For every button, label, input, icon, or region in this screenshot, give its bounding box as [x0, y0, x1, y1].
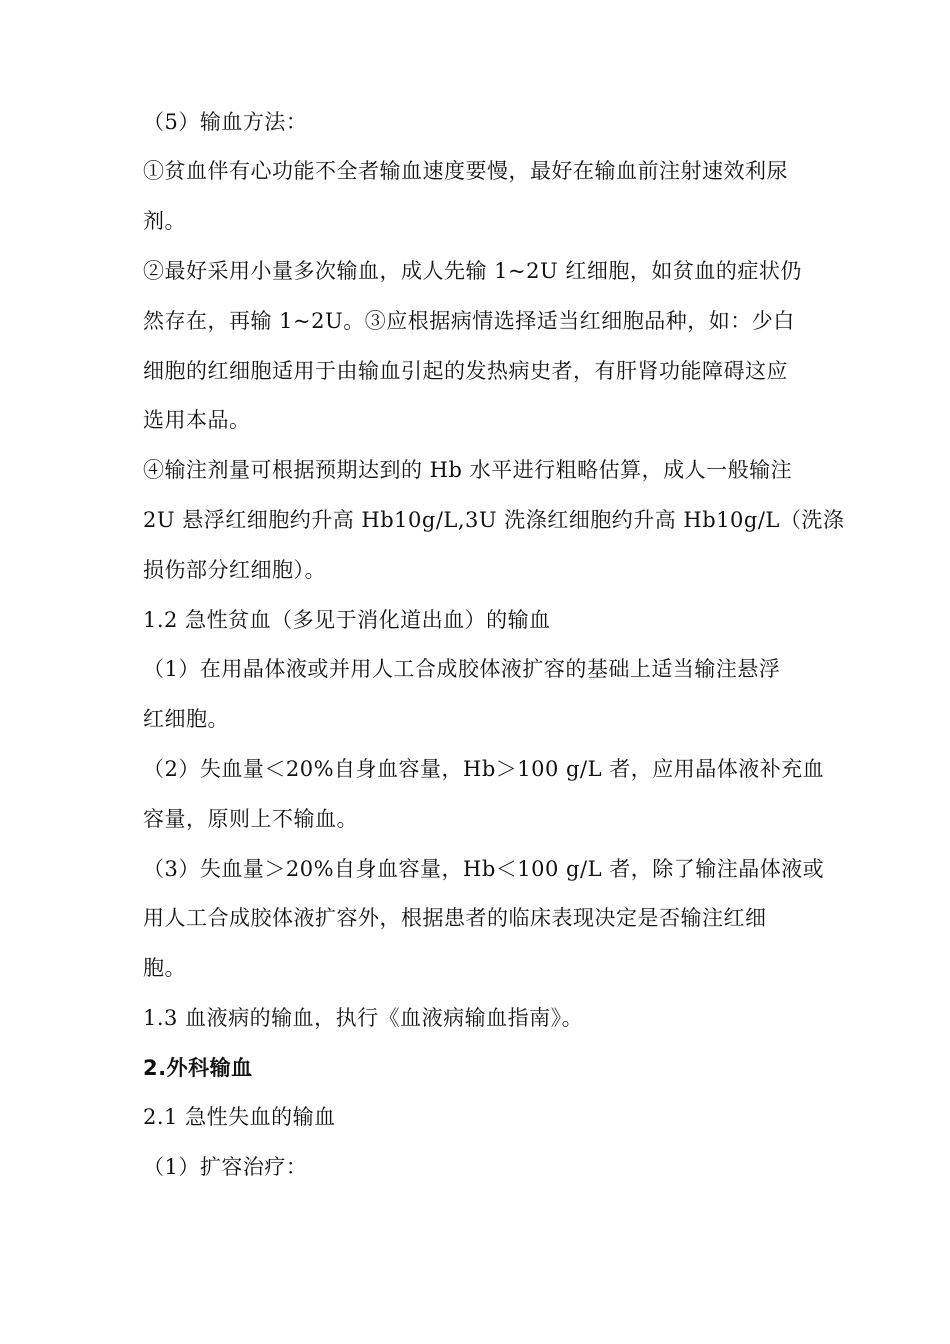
paragraph-line: 损伤部分红细胞）。: [143, 558, 326, 582]
paragraph-line: 2U 悬浮红细胞约升高 Hb10g/L,3U 洗涤红细胞约升高 Hb10g/L（洗涤: [143, 508, 845, 532]
section-heading: 1.2 急性贫血（多见于消化道出血）的输血: [143, 608, 551, 632]
paragraph-line: 用人工合成胶体液扩容外，根据患者的临床表现决定是否输注红细: [143, 906, 767, 930]
paragraph-line: 剂。: [143, 209, 186, 233]
paragraph-line: 选用本品。: [143, 408, 251, 432]
paragraph-line: （5）输血方法：: [143, 110, 308, 134]
paragraph-line: ④输注剂量可根据预期达到的 Hb 水平进行粗略估算，成人一般输注: [143, 458, 793, 482]
paragraph-line: ①贫血伴有心功能不全者输血速度要慢，最好在输血前注射速效利尿: [143, 159, 788, 183]
paragraph-line: 红细胞。: [143, 707, 229, 731]
paragraph-line: （2）失血量＜20%自身血容量，Hb＞100 g/L 者，应用晶体液补充血: [143, 757, 825, 781]
paragraph-line: 然存在，再输 1~2U。③应根据病情选择适当红细胞品种，如：少白: [143, 309, 795, 333]
paragraph-line: 胞。: [143, 956, 186, 980]
paragraph-line: 细胞的红细胞适用于由输血引起的发热病史者，有肝肾功能障碍这应: [143, 359, 788, 383]
paragraph-line: （1）在用晶体液或并用人工合成胶体液扩容的基础上适当输注悬浮: [143, 657, 781, 681]
paragraph-line: （1）扩容治疗：: [143, 1155, 308, 1179]
section-heading: 1.3 血液病的输血，执行《血液病输血指南》。: [143, 1006, 584, 1030]
chapter-heading: 2.外科输血: [143, 1056, 253, 1080]
paragraph-line: （3）失血量＞20%自身血容量，Hb＜100 g/L 者，除了输注晶体液或: [143, 857, 825, 881]
section-heading: 2.1 急性失血的输血: [143, 1105, 336, 1129]
paragraph-line: 容量，原则上不输血。: [143, 807, 358, 831]
paragraph-line: ②最好采用小量多次输血，成人先输 1~2U 红细胞，如贫血的症状仍: [143, 259, 802, 283]
